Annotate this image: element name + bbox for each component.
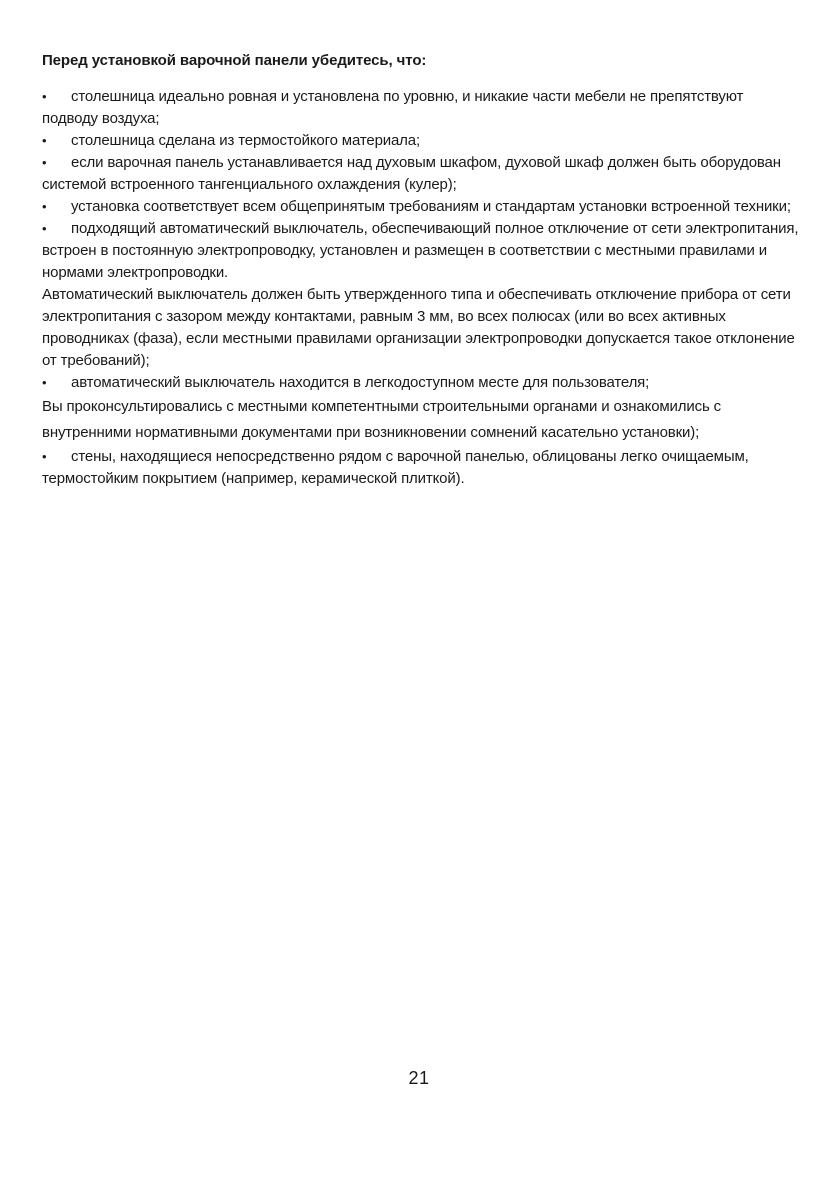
list-item-text: автоматический выключатель находится в легкодоступном месте для пользователя; bbox=[71, 374, 650, 391]
bullet-icon: • bbox=[42, 155, 47, 170]
list-item-text: столешница идеально ровная и установлена по уровню, и никакие части мебели не препятствуют подводу воздуха; bbox=[42, 88, 744, 127]
breaker-requirements-paragraph: Автоматический выключатель должен быть утвержденного типа и обеспечивать отключение прибора от сети электропитания с зазором между контактами, равным 3 мм, во всех полюсах (или во всех активных проводниках (фаза), если местными правилами организации электропроводки допускается такое отклонение от требований); bbox=[42, 286, 795, 369]
consultation-paragraph: Вы проконсультировались с местными компетентными строительными органами и ознакомились с внутренними нормативными документами при возникновении сомнений касательно установки); bbox=[42, 398, 721, 441]
list-item-text: подходящий автоматический выключатель, обеспечивающий полное отключение от сети электропитания, встроен в постоянную электропроводку, установлен и размещен в соответствии с местными правилами и нормами электропроводки. bbox=[42, 220, 799, 281]
list-item bbox=[42, 218, 802, 284]
bullet-icon: • bbox=[42, 89, 47, 104]
list-item-text: столешница сделана из термостойкого материала; bbox=[71, 132, 420, 149]
list-item bbox=[42, 446, 802, 490]
list-item-text: установка соответствует всем общепринятым требованиям и стандартам установки встроенной техники; bbox=[71, 198, 791, 215]
bullet-icon: • bbox=[42, 133, 47, 148]
list-item bbox=[42, 196, 802, 218]
list-item-text: если варочная панель устанавливается над духовым шкафом, духовой шкаф должен быть оборудован системой встроенного тангенциального охлаждения (кулер); bbox=[42, 154, 781, 193]
page-number: 21 bbox=[408, 1068, 430, 1088]
bullet-icon: • bbox=[42, 221, 47, 236]
bullet-icon: • bbox=[42, 199, 47, 214]
bullet-icon: • bbox=[42, 449, 47, 464]
checklist bbox=[42, 86, 802, 490]
list-item bbox=[42, 86, 802, 130]
list-item-text: стены, находящиеся непосредственно рядом с варочной панелью, облицованы легко очищаемым, термостойким покрытием (например, керамической плиткой). bbox=[42, 448, 749, 487]
list-item bbox=[42, 130, 802, 152]
list-item bbox=[42, 372, 802, 394]
section-heading: Перед установкой варочной панели убедитесь, что: bbox=[42, 52, 427, 69]
list-item bbox=[42, 152, 802, 196]
bullet-icon: • bbox=[42, 375, 47, 390]
document-page bbox=[42, 50, 802, 490]
